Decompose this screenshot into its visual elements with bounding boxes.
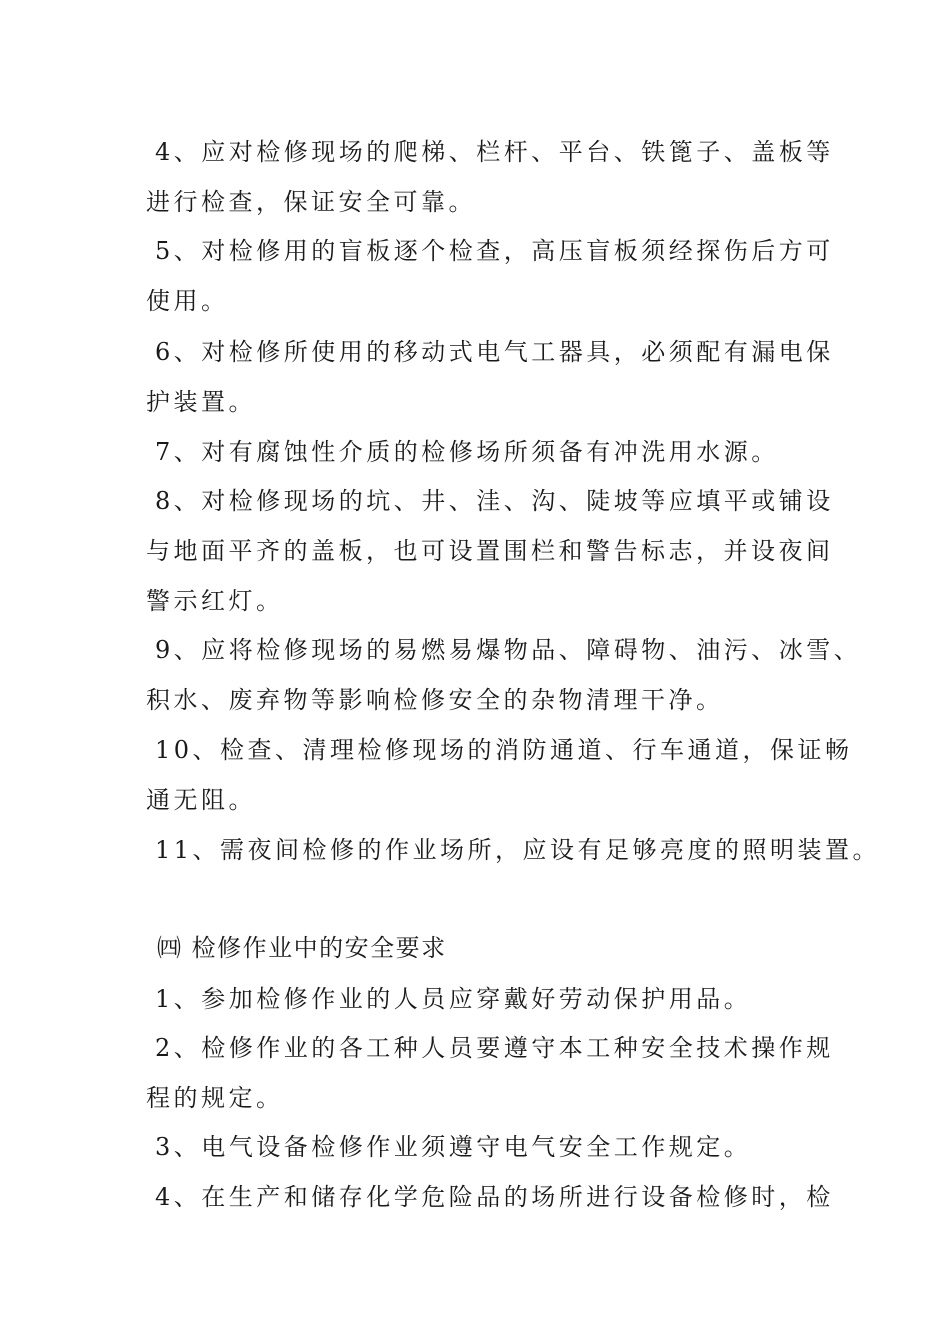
text-line: 警示红灯。 (146, 587, 284, 615)
text-line: 1、参加检修作业的人员应穿戴好劳动保护用品。 (155, 985, 752, 1013)
text-line: 4、应对检修现场的爬梯、栏杆、平台、铁篦子、盖板等 (155, 138, 834, 166)
text-line: 通无阻。 (146, 786, 256, 814)
section-heading: ㈣ 检修作业中的安全要求 (157, 934, 447, 962)
text-line: 9、应将检修现场的易燃易爆物品、障碍物、油污、冰雪、 (155, 636, 862, 664)
text-line: 5、对检修用的盲板逐个检查，高压盲板须经探伤后方可 (155, 237, 834, 265)
text-line: 6、对检修所使用的移动式电气工器具，必须配有漏电保 (155, 338, 834, 366)
text-line: 3、电气设备检修作业须遵守电气安全工作规定。 (155, 1133, 752, 1161)
text-line: 护装置。 (146, 388, 256, 416)
text-line: 2、检修作业的各工种人员要遵守本工种安全技术操作规 (155, 1034, 834, 1062)
text-line: 8、对检修现场的坑、井、洼、沟、陡坡等应填平或铺设 (155, 487, 834, 515)
text-line: 程的规定。 (146, 1084, 284, 1112)
text-line: 使用。 (146, 287, 229, 315)
text-line: 积水、废弃物等影响检修安全的杂物清理干净。 (146, 686, 724, 714)
text-line: 7、对有腐蚀性介质的检修场所须备有冲洗用水源。 (155, 438, 779, 466)
text-line: 与地面平齐的盖板，也可设置围栏和警告标志，并设夜间 (146, 537, 834, 565)
text-line: 进行检查，保证安全可靠。 (146, 188, 476, 216)
text-line: 11、需夜间检修的作业场所，应设有足够亮度的照明装置。 (155, 836, 881, 864)
text-line: 4、在生产和储存化学危险品的场所进行设备检修时，检 (155, 1183, 834, 1211)
text-line: 10、检查、清理检修现场的消防通道、行车通道，保证畅 (155, 736, 853, 764)
